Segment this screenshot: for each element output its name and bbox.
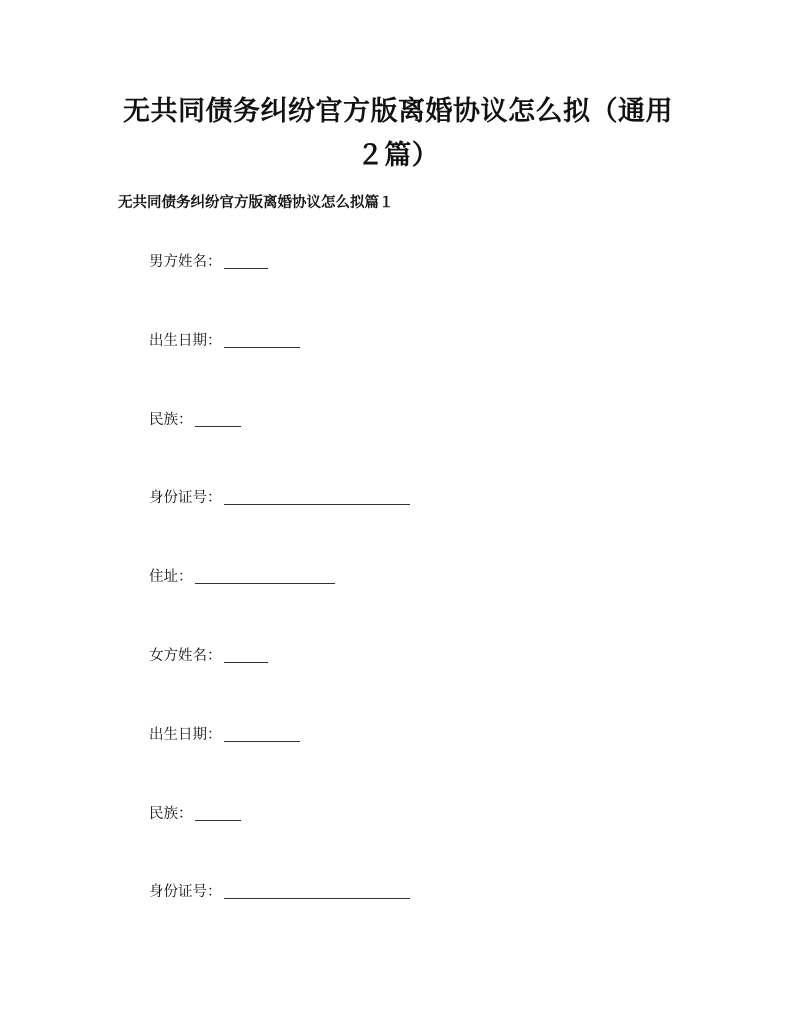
field-male-birthdate	[149, 331, 300, 351]
field-label: 身份证号：	[149, 490, 222, 506]
fill-in-blank	[195, 569, 335, 584]
fill-in-blank	[224, 254, 268, 269]
fill-in-blank	[224, 727, 300, 742]
field-label: 男方姓名：	[149, 254, 222, 270]
field-male-name	[149, 252, 268, 272]
field-female-name	[149, 646, 268, 666]
field-label: 民族：	[149, 412, 193, 428]
field-label: 出生日期：	[149, 333, 222, 349]
fill-in-blank	[195, 412, 241, 427]
fill-in-blank	[195, 806, 241, 821]
field-female-ethnicity	[149, 804, 241, 824]
field-label: 身份证号：	[149, 884, 222, 900]
document-title: 无共同债务纠纷官方版离婚协议怎么拟（通用２篇）	[123, 96, 673, 171]
fill-in-blank	[224, 648, 268, 663]
field-label: 女方姓名：	[149, 648, 222, 664]
field-male-address	[149, 567, 335, 587]
field-male-ethnicity	[149, 410, 241, 430]
section-heading: 无共同债务纠纷官方版离婚协议怎么拟篇１	[118, 194, 394, 211]
fill-in-blank	[224, 884, 410, 899]
field-label: 出生日期：	[149, 727, 222, 743]
field-label: 民族：	[149, 806, 193, 822]
fill-in-blank	[224, 333, 300, 348]
fill-in-blank	[224, 490, 410, 505]
field-female-birthdate	[149, 725, 300, 745]
field-female-id-number	[149, 882, 410, 902]
field-label: 住址：	[149, 569, 193, 585]
field-male-id-number	[149, 488, 410, 508]
